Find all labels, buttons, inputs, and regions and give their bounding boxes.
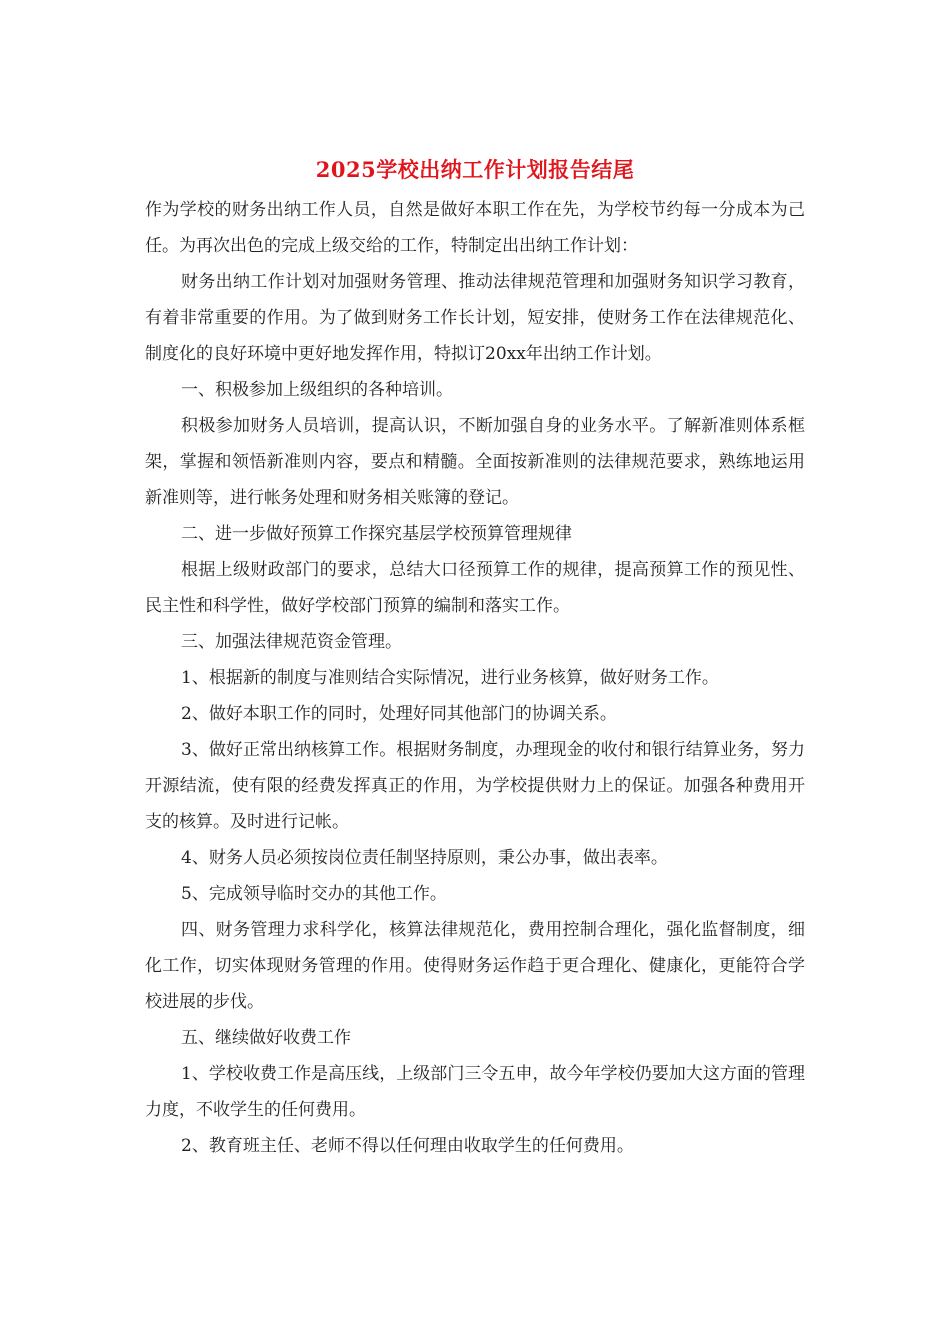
document-title: 2025学校出纳工作计划报告结尾 xyxy=(315,157,635,182)
section-heading: 三、加强法律规范资金管理。 xyxy=(181,632,402,652)
list-item: 2、教育班主任、老师不得以任何理由收取学生的任何费用。 xyxy=(181,1136,634,1156)
list-item: 3、做好正常出纳核算工作。根据财务制度，办理现金的收付和银行结算业务，努力开源结流，使有限的经费发挥真正的作用，为学校提供财力上的保证。加强各种费用开支的核算。及时进行记帐。 xyxy=(145,740,805,832)
list-item: 1、学校收费工作是高压线，上级部门三令五申，故今年学校仍要加大这方面的管理力度，不收学生的任何费用。 xyxy=(145,1064,805,1120)
section-heading: 四、财务管理力求科学化，核算法律规范化，费用控制合理化，强化监督制度，细化工作，切实体现财务管理的作用。使得财务运作趋于更合理化、健康化，更能符合学校进展的步伐。 xyxy=(145,920,805,1012)
paragraph: 财务出纳工作计划对加强财务管理、推动法律规范管理和加强财务知识学习教育，有着非常重要的作用。为了做到财务工作长计划，短安排，使财务工作在法律规范化、制度化的良好环境中更好地发挥作用，特拟订20xx年出纳工作计划。 xyxy=(145,272,805,364)
document-body xyxy=(145,192,805,1164)
paragraph: 积极参加财务人员培训，提高认识，不断加强自身的业务水平。了解新准则体系框架，掌握和领悟新准则内容，要点和精髓。全面按新准则的法律规范要求，熟练地运用新准则等，进行帐务处理和财务相关账簿的登记。 xyxy=(145,416,805,508)
section-heading: 一、积极参加上级组织的各种培训。 xyxy=(181,380,453,400)
list-item: 2、做好本职工作的同时，处理好同其他部门的协调关系。 xyxy=(181,704,617,724)
list-item: 5、完成领导临时交办的其他工作。 xyxy=(181,884,447,904)
list-item: 4、财务人员必须按岗位责任制坚持原则，秉公办事，做出表率。 xyxy=(181,848,668,868)
list-item: 1、根据新的制度与准则结合实际情况，进行业务核算，做好财务工作。 xyxy=(181,668,719,688)
section-heading: 二、进一步做好预算工作探究基层学校预算管理规律 xyxy=(181,524,572,544)
paragraph: 根据上级财政部门的要求，总结大口径预算工作的规律，提高预算工作的预见性、民主性和科学性，做好学校部门预算的编制和落实工作。 xyxy=(145,560,805,616)
section-heading: 五、继续做好收费工作 xyxy=(181,1028,351,1048)
paragraph: 作为学校的财务出纳工作人员，自然是做好本职工作在先，为学校节约每一分成本为己任。为再次出色的完成上级交给的工作，特制定出出纳工作计划： xyxy=(145,200,805,256)
